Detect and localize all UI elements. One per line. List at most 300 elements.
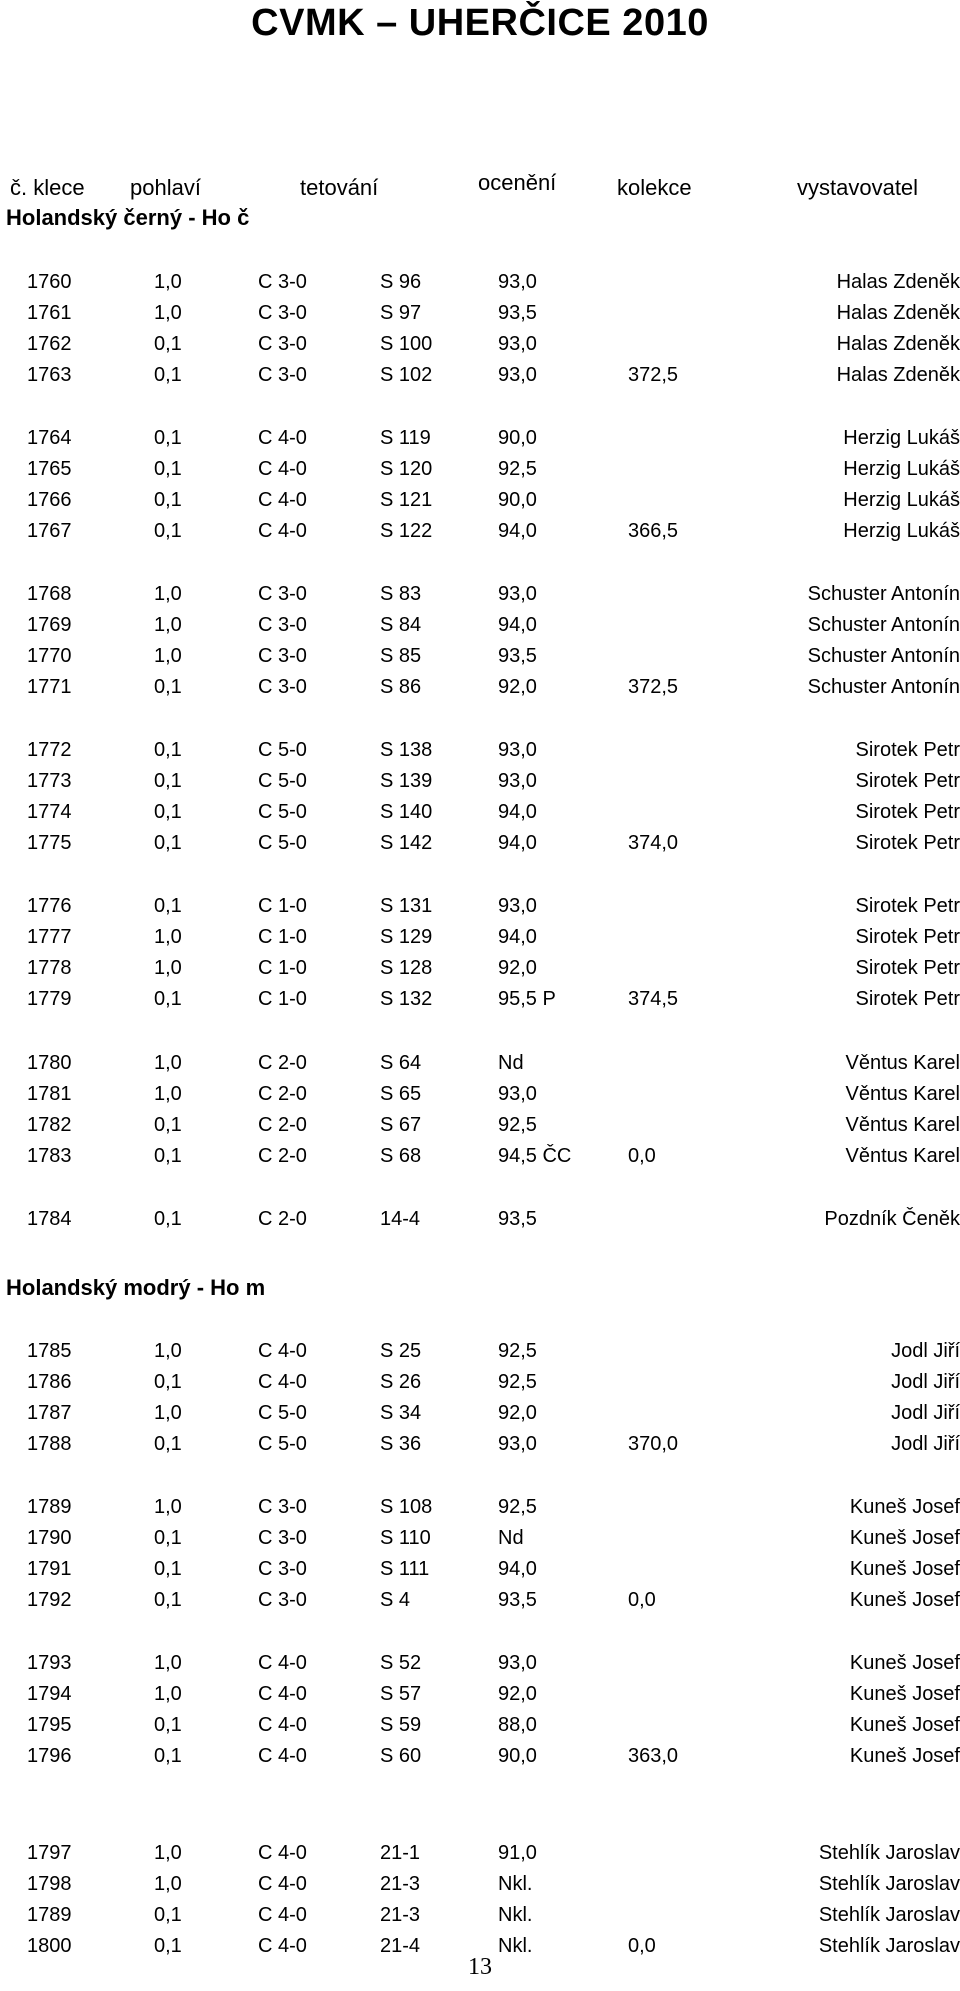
cage-number-cell: 1770 xyxy=(27,645,72,667)
sex-cell: 1,0 xyxy=(154,614,182,636)
table-row xyxy=(0,1110,960,1140)
sex-cell: 0,1 xyxy=(154,427,182,449)
sex-cell: 1,0 xyxy=(154,1496,182,1518)
ring-cell: S 59 xyxy=(380,1714,422,1736)
ring-cell: S 65 xyxy=(380,1083,422,1105)
score-cell: 93,0 xyxy=(498,364,537,386)
cage-number-cell: 1779 xyxy=(27,988,72,1010)
sex-cell: 0,1 xyxy=(154,458,182,480)
table-row xyxy=(0,828,960,858)
tattoo-cell: C 2-0 xyxy=(258,1145,307,1167)
cage-number-cell: 1767 xyxy=(27,520,72,542)
section-title: Holandský černý - Ho č xyxy=(6,205,250,230)
score-cell: 88,0 xyxy=(498,1714,537,1736)
exhibitor-cell: Věntus Karel xyxy=(845,1052,960,1074)
ring-cell: S 110 xyxy=(380,1527,431,1549)
score-cell: 92,5 xyxy=(498,1371,537,1393)
exhibitor-cell: Halas Zdeněk xyxy=(836,271,960,293)
cage-number-cell: 1773 xyxy=(27,770,72,792)
ring-cell: S 60 xyxy=(380,1745,422,1767)
exhibitor-cell: Stehlík Jaroslav xyxy=(818,1873,960,1895)
ring-cell: S 140 xyxy=(380,801,433,823)
score-cell: 93,0 xyxy=(498,895,537,917)
table-row xyxy=(0,579,960,609)
score-cell: 95,5 P xyxy=(498,988,556,1010)
score-cell: 92,0 xyxy=(498,1402,537,1424)
table-row xyxy=(0,1710,960,1740)
table-row xyxy=(0,423,960,453)
score-cell: 92,5 xyxy=(498,458,537,480)
sex-cell: 1,0 xyxy=(154,583,182,605)
sex-cell: 0,1 xyxy=(154,1145,182,1167)
cage-number-cell: 1797 xyxy=(27,1842,72,1864)
ring-cell: 21-3 xyxy=(380,1873,421,1895)
tattoo-cell: C 3-0 xyxy=(258,333,307,355)
exhibitor-cell: Halas Zdeněk xyxy=(836,333,960,355)
tattoo-cell: C 3-0 xyxy=(258,1496,307,1518)
cage-number-cell: 1796 xyxy=(27,1745,72,1767)
collection-total-cell: 374,0 xyxy=(628,832,679,854)
tattoo-cell: C 3-0 xyxy=(258,1558,307,1580)
tattoo-cell: C 4-0 xyxy=(258,427,307,449)
exhibitor-cell: Sirotek Petr xyxy=(855,895,960,917)
sex-cell: 0,1 xyxy=(154,333,182,355)
ring-cell: S 36 xyxy=(380,1433,422,1455)
exhibitor-cell: Halas Zdeněk xyxy=(836,302,960,324)
exhibitor-cell: Jodl Jiří xyxy=(891,1433,960,1455)
exhibitor-cell: Stehlík Jaroslav xyxy=(818,1904,960,1926)
page-number: 13 xyxy=(468,1954,492,1980)
score-cell: 92,5 xyxy=(498,1114,537,1136)
section-title: Holandský modrý - Ho m xyxy=(6,1275,266,1300)
tattoo-cell: C 2-0 xyxy=(258,1114,307,1136)
exhibitor-cell: Jodl Jiří xyxy=(891,1402,960,1424)
tattoo-cell: C 5-0 xyxy=(258,770,307,792)
tattoo-cell: C 4-0 xyxy=(258,489,307,511)
cage-number-cell: 1795 xyxy=(27,1714,72,1736)
score-cell: Nkl. xyxy=(498,1935,533,1957)
exhibitor-cell: Sirotek Petr xyxy=(855,739,960,761)
score-cell: 93,0 xyxy=(498,271,537,293)
sex-cell: 0,1 xyxy=(154,801,182,823)
cage-number-cell: 1794 xyxy=(27,1683,72,1705)
tattoo-cell: C 3-0 xyxy=(258,1589,307,1611)
tattoo-cell: C 2-0 xyxy=(258,1083,307,1105)
sex-cell: 0,1 xyxy=(154,520,182,542)
collection-total-cell: 370,0 xyxy=(628,1433,679,1455)
score-cell: 93,0 xyxy=(498,739,537,761)
tattoo-cell: C 4-0 xyxy=(258,1745,307,1767)
sex-cell: 1,0 xyxy=(154,1083,182,1105)
score-cell: 94,0 xyxy=(498,520,537,542)
ring-cell: S 34 xyxy=(380,1402,422,1424)
cage-number-cell: 1785 xyxy=(27,1340,72,1362)
ring-cell: S 68 xyxy=(380,1145,422,1167)
sex-cell: 1,0 xyxy=(154,1842,182,1864)
exhibitor-cell: Věntus Karel xyxy=(845,1145,960,1167)
tattoo-cell: C 1-0 xyxy=(258,988,307,1010)
cage-number-cell: 1787 xyxy=(27,1402,72,1424)
score-cell: 93,5 xyxy=(498,645,537,667)
ring-cell: 21-1 xyxy=(380,1842,421,1864)
ring-cell: 21-4 xyxy=(380,1935,421,1957)
column-header-cage-number: č. klece xyxy=(10,175,85,200)
table-row xyxy=(0,1336,960,1366)
column-header-sex: pohlaví xyxy=(130,175,201,200)
table-row xyxy=(0,1429,960,1459)
tattoo-cell: C 3-0 xyxy=(258,614,307,636)
ring-cell: S 131 xyxy=(380,895,433,917)
ring-cell: S 67 xyxy=(380,1114,422,1136)
exhibitor-cell: Sirotek Petr xyxy=(855,832,960,854)
cage-number-cell: 1781 xyxy=(27,1083,72,1105)
tattoo-cell: C 2-0 xyxy=(258,1208,307,1230)
ring-cell: S 4 xyxy=(380,1589,411,1611)
table-row xyxy=(0,891,960,921)
sex-cell: 1,0 xyxy=(154,1683,182,1705)
ring-cell: S 108 xyxy=(380,1496,433,1518)
score-cell: 94,0 xyxy=(498,614,537,636)
cage-number-cell: 1784 xyxy=(27,1208,72,1230)
collection-total-cell: 0,0 xyxy=(628,1589,656,1611)
tattoo-cell: C 1-0 xyxy=(258,895,307,917)
table-row xyxy=(0,360,960,390)
table-row xyxy=(0,516,960,546)
cage-number-cell: 1768 xyxy=(27,583,72,605)
table-row xyxy=(0,797,960,827)
table-row xyxy=(0,1398,960,1428)
score-cell: 92,5 xyxy=(498,1496,537,1518)
sex-cell: 1,0 xyxy=(154,302,182,324)
cage-number-cell: 1777 xyxy=(27,926,72,948)
ring-cell: S 119 xyxy=(380,427,431,449)
score-cell: 93,0 xyxy=(498,770,537,792)
ring-cell: S 128 xyxy=(380,957,433,979)
table-row xyxy=(0,267,960,297)
tattoo-cell: C 5-0 xyxy=(258,832,307,854)
score-cell: Nd xyxy=(498,1527,524,1549)
score-cell: Nkl. xyxy=(498,1904,533,1926)
sex-cell: 0,1 xyxy=(154,1208,182,1230)
cage-number-cell: 1786 xyxy=(27,1371,72,1393)
score-cell: Nd xyxy=(498,1052,524,1074)
score-cell: 90,0 xyxy=(498,1745,537,1767)
score-cell: 93,0 xyxy=(498,583,537,605)
ring-cell: S 64 xyxy=(380,1052,422,1074)
document-title: CVMK – UHERČICE 2010 xyxy=(251,2,709,44)
sex-cell: 0,1 xyxy=(154,1714,182,1736)
exhibitor-cell: Věntus Karel xyxy=(845,1083,960,1105)
tattoo-cell: C 4-0 xyxy=(258,1340,307,1362)
table-row xyxy=(0,329,960,359)
sex-cell: 1,0 xyxy=(154,957,182,979)
cage-number-cell: 1776 xyxy=(27,895,72,917)
exhibitor-cell: Kuneš Josef xyxy=(849,1558,960,1580)
tattoo-cell: C 4-0 xyxy=(258,1904,307,1926)
cage-number-cell: 1763 xyxy=(27,364,72,386)
score-cell: 94,0 xyxy=(498,926,537,948)
sex-cell: 0,1 xyxy=(154,832,182,854)
table-row xyxy=(0,485,960,515)
cage-number-cell: 1792 xyxy=(27,1589,72,1611)
sex-cell: 0,1 xyxy=(154,676,182,698)
ring-cell: S 83 xyxy=(380,583,422,605)
score-cell: 93,5 xyxy=(498,1589,537,1611)
ring-cell: S 100 xyxy=(380,333,433,355)
sex-cell: 1,0 xyxy=(154,1873,182,1895)
collection-total-cell: 372,5 xyxy=(628,364,679,386)
ring-cell: S 52 xyxy=(380,1652,422,1674)
cage-number-cell: 1760 xyxy=(27,271,72,293)
cage-number-cell: 1764 xyxy=(27,427,72,449)
sex-cell: 1,0 xyxy=(154,926,182,948)
ring-cell: S 138 xyxy=(380,739,433,761)
column-header-score: ocenění xyxy=(478,170,557,195)
cage-number-cell: 1793 xyxy=(27,1652,72,1674)
exhibitor-cell: Kuneš Josef xyxy=(849,1683,960,1705)
collection-total-cell: 363,0 xyxy=(628,1745,679,1767)
cage-number-cell: 1762 xyxy=(27,333,72,355)
tattoo-cell: C 4-0 xyxy=(258,1683,307,1705)
collection-total-cell: 0,0 xyxy=(628,1935,656,1957)
exhibitor-cell: Halas Zdeněk xyxy=(836,364,960,386)
exhibitor-cell: Schuster Antonín xyxy=(807,583,960,605)
sex-cell: 1,0 xyxy=(154,1652,182,1674)
sex-cell: 1,0 xyxy=(154,645,182,667)
table-row xyxy=(0,1204,960,1234)
cage-number-cell: 1775 xyxy=(27,832,72,854)
collection-total-cell: 366,5 xyxy=(628,520,679,542)
exhibitor-cell: Kuneš Josef xyxy=(849,1496,960,1518)
exhibitor-cell: Sirotek Petr xyxy=(855,957,960,979)
cage-number-cell: 1766 xyxy=(27,489,72,511)
tattoo-cell: C 3-0 xyxy=(258,271,307,293)
ring-cell: S 57 xyxy=(380,1683,422,1705)
table-row xyxy=(0,984,960,1014)
score-cell: 93,0 xyxy=(498,333,537,355)
table-row xyxy=(0,298,960,328)
exhibitor-cell: Věntus Karel xyxy=(845,1114,960,1136)
exhibitor-cell: Kuneš Josef xyxy=(849,1745,960,1767)
ring-cell: S 85 xyxy=(380,645,422,667)
cage-number-cell: 1789 xyxy=(27,1904,72,1926)
table-row xyxy=(0,1492,960,1522)
score-cell: 94,0 xyxy=(498,801,537,823)
tattoo-cell: C 4-0 xyxy=(258,458,307,480)
exhibitor-cell: Schuster Antonín xyxy=(807,645,960,667)
table-row xyxy=(0,610,960,640)
tattoo-cell: C 5-0 xyxy=(258,739,307,761)
cage-number-cell: 1778 xyxy=(27,957,72,979)
table-row xyxy=(0,1079,960,1109)
exhibitor-cell: Herzig Lukáš xyxy=(843,520,960,542)
score-cell: Nkl. xyxy=(498,1873,533,1895)
exhibitor-cell: Herzig Lukáš xyxy=(843,458,960,480)
ring-cell: S 26 xyxy=(380,1371,422,1393)
table-row xyxy=(0,735,960,765)
sex-cell: 0,1 xyxy=(154,1527,182,1549)
ring-cell: S 129 xyxy=(380,926,433,948)
cage-number-cell: 1800 xyxy=(27,1935,72,1957)
table-row xyxy=(0,1741,960,1771)
cage-number-cell: 1788 xyxy=(27,1433,72,1455)
table-row xyxy=(0,1900,960,1930)
table-row xyxy=(0,953,960,983)
cage-number-cell: 1798 xyxy=(27,1873,72,1895)
tattoo-cell: C 4-0 xyxy=(258,1714,307,1736)
ring-cell: S 111 xyxy=(380,1558,430,1580)
table-row xyxy=(0,454,960,484)
ring-cell: S 120 xyxy=(380,458,433,480)
sex-cell: 0,1 xyxy=(154,489,182,511)
table-row xyxy=(0,1554,960,1584)
tattoo-cell: C 4-0 xyxy=(258,1935,307,1957)
ring-cell: S 139 xyxy=(380,770,433,792)
tattoo-cell: C 5-0 xyxy=(258,801,307,823)
cage-number-cell: 1774 xyxy=(27,801,72,823)
sex-cell: 0,1 xyxy=(154,364,182,386)
cage-number-cell: 1771 xyxy=(27,676,72,698)
tattoo-cell: C 3-0 xyxy=(258,364,307,386)
tattoo-cell: C 4-0 xyxy=(258,1652,307,1674)
sex-cell: 0,1 xyxy=(154,988,182,1010)
sex-cell: 0,1 xyxy=(154,895,182,917)
cage-number-cell: 1772 xyxy=(27,739,72,761)
sex-cell: 0,1 xyxy=(154,1433,182,1455)
exhibitor-cell: Sirotek Petr xyxy=(855,926,960,948)
tattoo-cell: C 1-0 xyxy=(258,957,307,979)
exhibitor-cell: Sirotek Petr xyxy=(855,988,960,1010)
table-row xyxy=(0,766,960,796)
collection-total-cell: 372,5 xyxy=(628,676,679,698)
cage-number-cell: 1782 xyxy=(27,1114,72,1136)
tattoo-cell: C 4-0 xyxy=(258,1371,307,1393)
score-cell: 90,0 xyxy=(498,427,537,449)
sex-cell: 0,1 xyxy=(154,1589,182,1611)
column-header-exhibitor: vystavovatel xyxy=(797,175,919,200)
table-row xyxy=(0,1679,960,1709)
column-header-collection: kolekce xyxy=(617,175,692,200)
collection-total-cell: 374,5 xyxy=(628,988,679,1010)
score-cell: 94,5 ČC xyxy=(498,1145,572,1167)
ring-cell: S 132 xyxy=(380,988,433,1010)
table-row xyxy=(0,1141,960,1171)
tattoo-cell: C 3-0 xyxy=(258,1527,307,1549)
table-row xyxy=(0,1367,960,1397)
score-cell: 92,0 xyxy=(498,676,537,698)
sex-cell: 0,1 xyxy=(154,770,182,792)
tattoo-cell: C 4-0 xyxy=(258,520,307,542)
tattoo-cell: C 4-0 xyxy=(258,1842,307,1864)
column-header-tattoo: tetování xyxy=(300,175,379,200)
ring-cell: S 122 xyxy=(380,520,433,542)
sex-cell: 0,1 xyxy=(154,1935,182,1957)
table-row xyxy=(0,1048,960,1078)
sex-cell: 0,1 xyxy=(154,1904,182,1926)
score-cell: 94,0 xyxy=(498,1558,537,1580)
cage-number-cell: 1780 xyxy=(27,1052,72,1074)
score-cell: 91,0 xyxy=(498,1842,537,1864)
table-row xyxy=(0,1838,960,1868)
tattoo-cell: C 3-0 xyxy=(258,583,307,605)
ring-cell: S 25 xyxy=(380,1340,422,1362)
score-cell: 93,0 xyxy=(498,1652,537,1674)
score-cell: 93,0 xyxy=(498,1433,537,1455)
exhibitor-cell: Jodl Jiří xyxy=(891,1340,960,1362)
tattoo-cell: C 1-0 xyxy=(258,926,307,948)
table-row xyxy=(0,1648,960,1678)
ring-cell: S 102 xyxy=(380,364,433,386)
score-cell: 93,0 xyxy=(498,1083,537,1105)
exhibitor-cell: Kuneš Josef xyxy=(849,1652,960,1674)
sex-cell: 1,0 xyxy=(154,1052,182,1074)
ring-cell: S 97 xyxy=(380,302,422,324)
exhibitor-cell: Schuster Antonín xyxy=(807,614,960,636)
exhibitor-cell: Herzig Lukáš xyxy=(843,427,960,449)
table-row xyxy=(0,1869,960,1899)
table-row xyxy=(0,641,960,671)
ring-cell: S 142 xyxy=(380,832,433,854)
sex-cell: 1,0 xyxy=(154,1402,182,1424)
tattoo-cell: C 5-0 xyxy=(258,1433,307,1455)
table-row xyxy=(0,1523,960,1553)
exhibitor-cell: Pozdník Čeněk xyxy=(824,1208,960,1230)
cage-number-cell: 1765 xyxy=(27,458,72,480)
exhibitor-cell: Herzig Lukáš xyxy=(843,489,960,511)
tattoo-cell: C 3-0 xyxy=(258,302,307,324)
score-cell: 94,0 xyxy=(498,832,537,854)
cage-number-cell: 1769 xyxy=(27,614,72,636)
tattoo-cell: C 4-0 xyxy=(258,1873,307,1895)
exhibitor-cell: Schuster Antonín xyxy=(807,676,960,698)
score-cell: 93,5 xyxy=(498,302,537,324)
sex-cell: 0,1 xyxy=(154,1114,182,1136)
cage-number-cell: 1791 xyxy=(27,1558,72,1580)
exhibitor-cell: Kuneš Josef xyxy=(849,1589,960,1611)
score-cell: 93,5 xyxy=(498,1208,537,1230)
table-row xyxy=(0,922,960,952)
score-cell: 92,0 xyxy=(498,1683,537,1705)
sex-cell: 0,1 xyxy=(154,1745,182,1767)
ring-cell: S 96 xyxy=(380,271,422,293)
sex-cell: 1,0 xyxy=(154,271,182,293)
exhibitor-cell: Jodl Jiří xyxy=(891,1371,960,1393)
ring-cell: 14-4 xyxy=(380,1208,421,1230)
sex-cell: 0,1 xyxy=(154,1371,182,1393)
sex-cell: 0,1 xyxy=(154,739,182,761)
exhibitor-cell: Sirotek Petr xyxy=(855,801,960,823)
cage-number-cell: 1789 xyxy=(27,1496,72,1518)
sex-cell: 1,0 xyxy=(154,1340,182,1362)
table-row xyxy=(0,1585,960,1615)
ring-cell: S 84 xyxy=(380,614,422,636)
collection-total-cell: 0,0 xyxy=(628,1145,656,1167)
tattoo-cell: C 3-0 xyxy=(258,676,307,698)
exhibitor-cell: Stehlík Jaroslav xyxy=(818,1935,960,1957)
sex-cell: 0,1 xyxy=(154,1558,182,1580)
score-cell: 92,5 xyxy=(498,1340,537,1362)
exhibitor-cell: Kuneš Josef xyxy=(849,1527,960,1549)
ring-cell: S 86 xyxy=(380,676,422,698)
cage-number-cell: 1790 xyxy=(27,1527,72,1549)
cage-number-cell: 1783 xyxy=(27,1145,72,1167)
ring-cell: S 121 xyxy=(380,489,433,511)
exhibitor-cell: Sirotek Petr xyxy=(855,770,960,792)
exhibitor-cell: Stehlík Jaroslav xyxy=(818,1842,960,1864)
tattoo-cell: C 3-0 xyxy=(258,645,307,667)
cage-number-cell: 1761 xyxy=(27,302,72,324)
ring-cell: 21-3 xyxy=(380,1904,421,1926)
